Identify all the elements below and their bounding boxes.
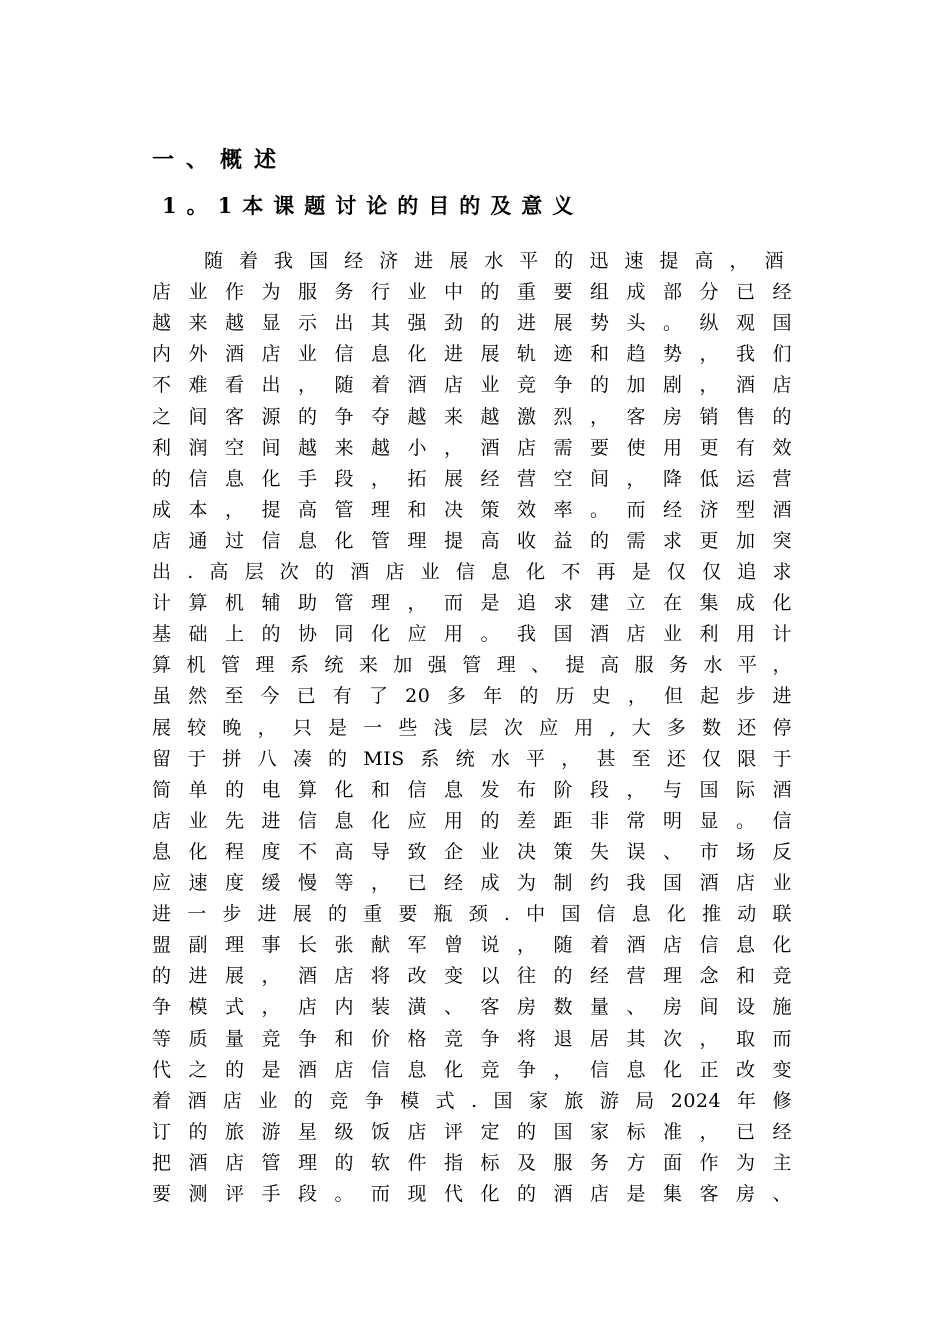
body-text-line: 要测评手段。而现代化的酒店是集客房、 bbox=[152, 1183, 792, 1205]
body-text-line: 等质量竞争和价格竞争将退居其次，取而 bbox=[152, 1027, 792, 1050]
body-text-line: 着酒店业的竞争模式.国家旅游局2024年修 bbox=[152, 1089, 792, 1112]
body-text-line: 的进展，酒店将改变以往的经营理念和竞 bbox=[152, 965, 792, 988]
section-heading: 一、概述 bbox=[152, 147, 289, 173]
body-text-line: 简单的电算化和信息发布阶段，与国际酒 bbox=[152, 778, 792, 801]
body-text-line: 息化程度不高导致企业决策失误、市场反 bbox=[152, 840, 792, 863]
body-text-line: 越来越显示出其强劲的进展势头。纵观国 bbox=[152, 312, 792, 335]
body-text-line: 盟副理事长张献军曾说，随着酒店信息化 bbox=[152, 934, 792, 957]
body-text-line: 算机管理系统来加强管理、提高服务水平， bbox=[152, 654, 792, 677]
body-text-line: 计算机辅助管理，而是追求建立在集成化 bbox=[152, 592, 792, 615]
body-text-line: 随着我国经济进展水平的迅速提高，酒 bbox=[204, 250, 784, 272]
body-text-line: 展较晚，只是一些浅层次应用,大多数还停 bbox=[152, 716, 792, 739]
body-text-line: 之间客源的争夺越来越激烈，客房销售的 bbox=[152, 405, 792, 428]
body-text-line: 内外酒店业信息化进展轨迹和趋势，我们 bbox=[152, 343, 792, 366]
body-text-line: 应速度缓慢等，已经成为制约我国酒店业 bbox=[152, 872, 792, 894]
body-text-line: 店通过信息化管理提高收益的需求更加突 bbox=[152, 529, 792, 552]
body-text-line: 店业先进信息化应用的差距非常明显。信 bbox=[152, 809, 792, 832]
body-text-line: 不难看出，随着酒店业竞争的加剧，酒店 bbox=[152, 374, 792, 397]
body-text-line: 进一步进展的重要瓶颈.中国信息化推动联 bbox=[152, 903, 792, 926]
body-text-line: 出.高层次的酒店业信息化不再是仅仅追求 bbox=[152, 561, 792, 583]
body-text-line: 争模式，店内装潢、客房数量、房间设施 bbox=[152, 996, 792, 1019]
body-text-line: 留于拼八凑的MIS系统水平，甚至还仅限于 bbox=[152, 747, 792, 770]
subsection-heading: 1。1本课题讨论的目的及意义 bbox=[162, 193, 584, 218]
body-text-line: 的信息化手段，拓展经营空间，降低运营 bbox=[152, 467, 792, 490]
body-text-line: 订的旅游星级饭店评定的国家标准，已经 bbox=[152, 1120, 792, 1143]
body-text-line: 店业作为服务行业中的重要组成部分已经 bbox=[152, 281, 792, 304]
body-text-line: 成本，提高管理和决策效率。而经济型酒 bbox=[152, 498, 792, 521]
body-text-line: 基础上的协同化应用。我国酒店业利用计 bbox=[152, 623, 792, 646]
body-text-line: 把酒店管理的软件指标及服务方面作为主 bbox=[152, 1151, 792, 1174]
body-text-line: 代之的是酒店信息化竞争，信息化正改变 bbox=[152, 1058, 792, 1081]
body-text-line: 利润空间越来越小，酒店需要使用更有效 bbox=[152, 436, 792, 459]
body-text-line: 虽然至今已有了20多年的历史，但起步进 bbox=[152, 685, 792, 708]
